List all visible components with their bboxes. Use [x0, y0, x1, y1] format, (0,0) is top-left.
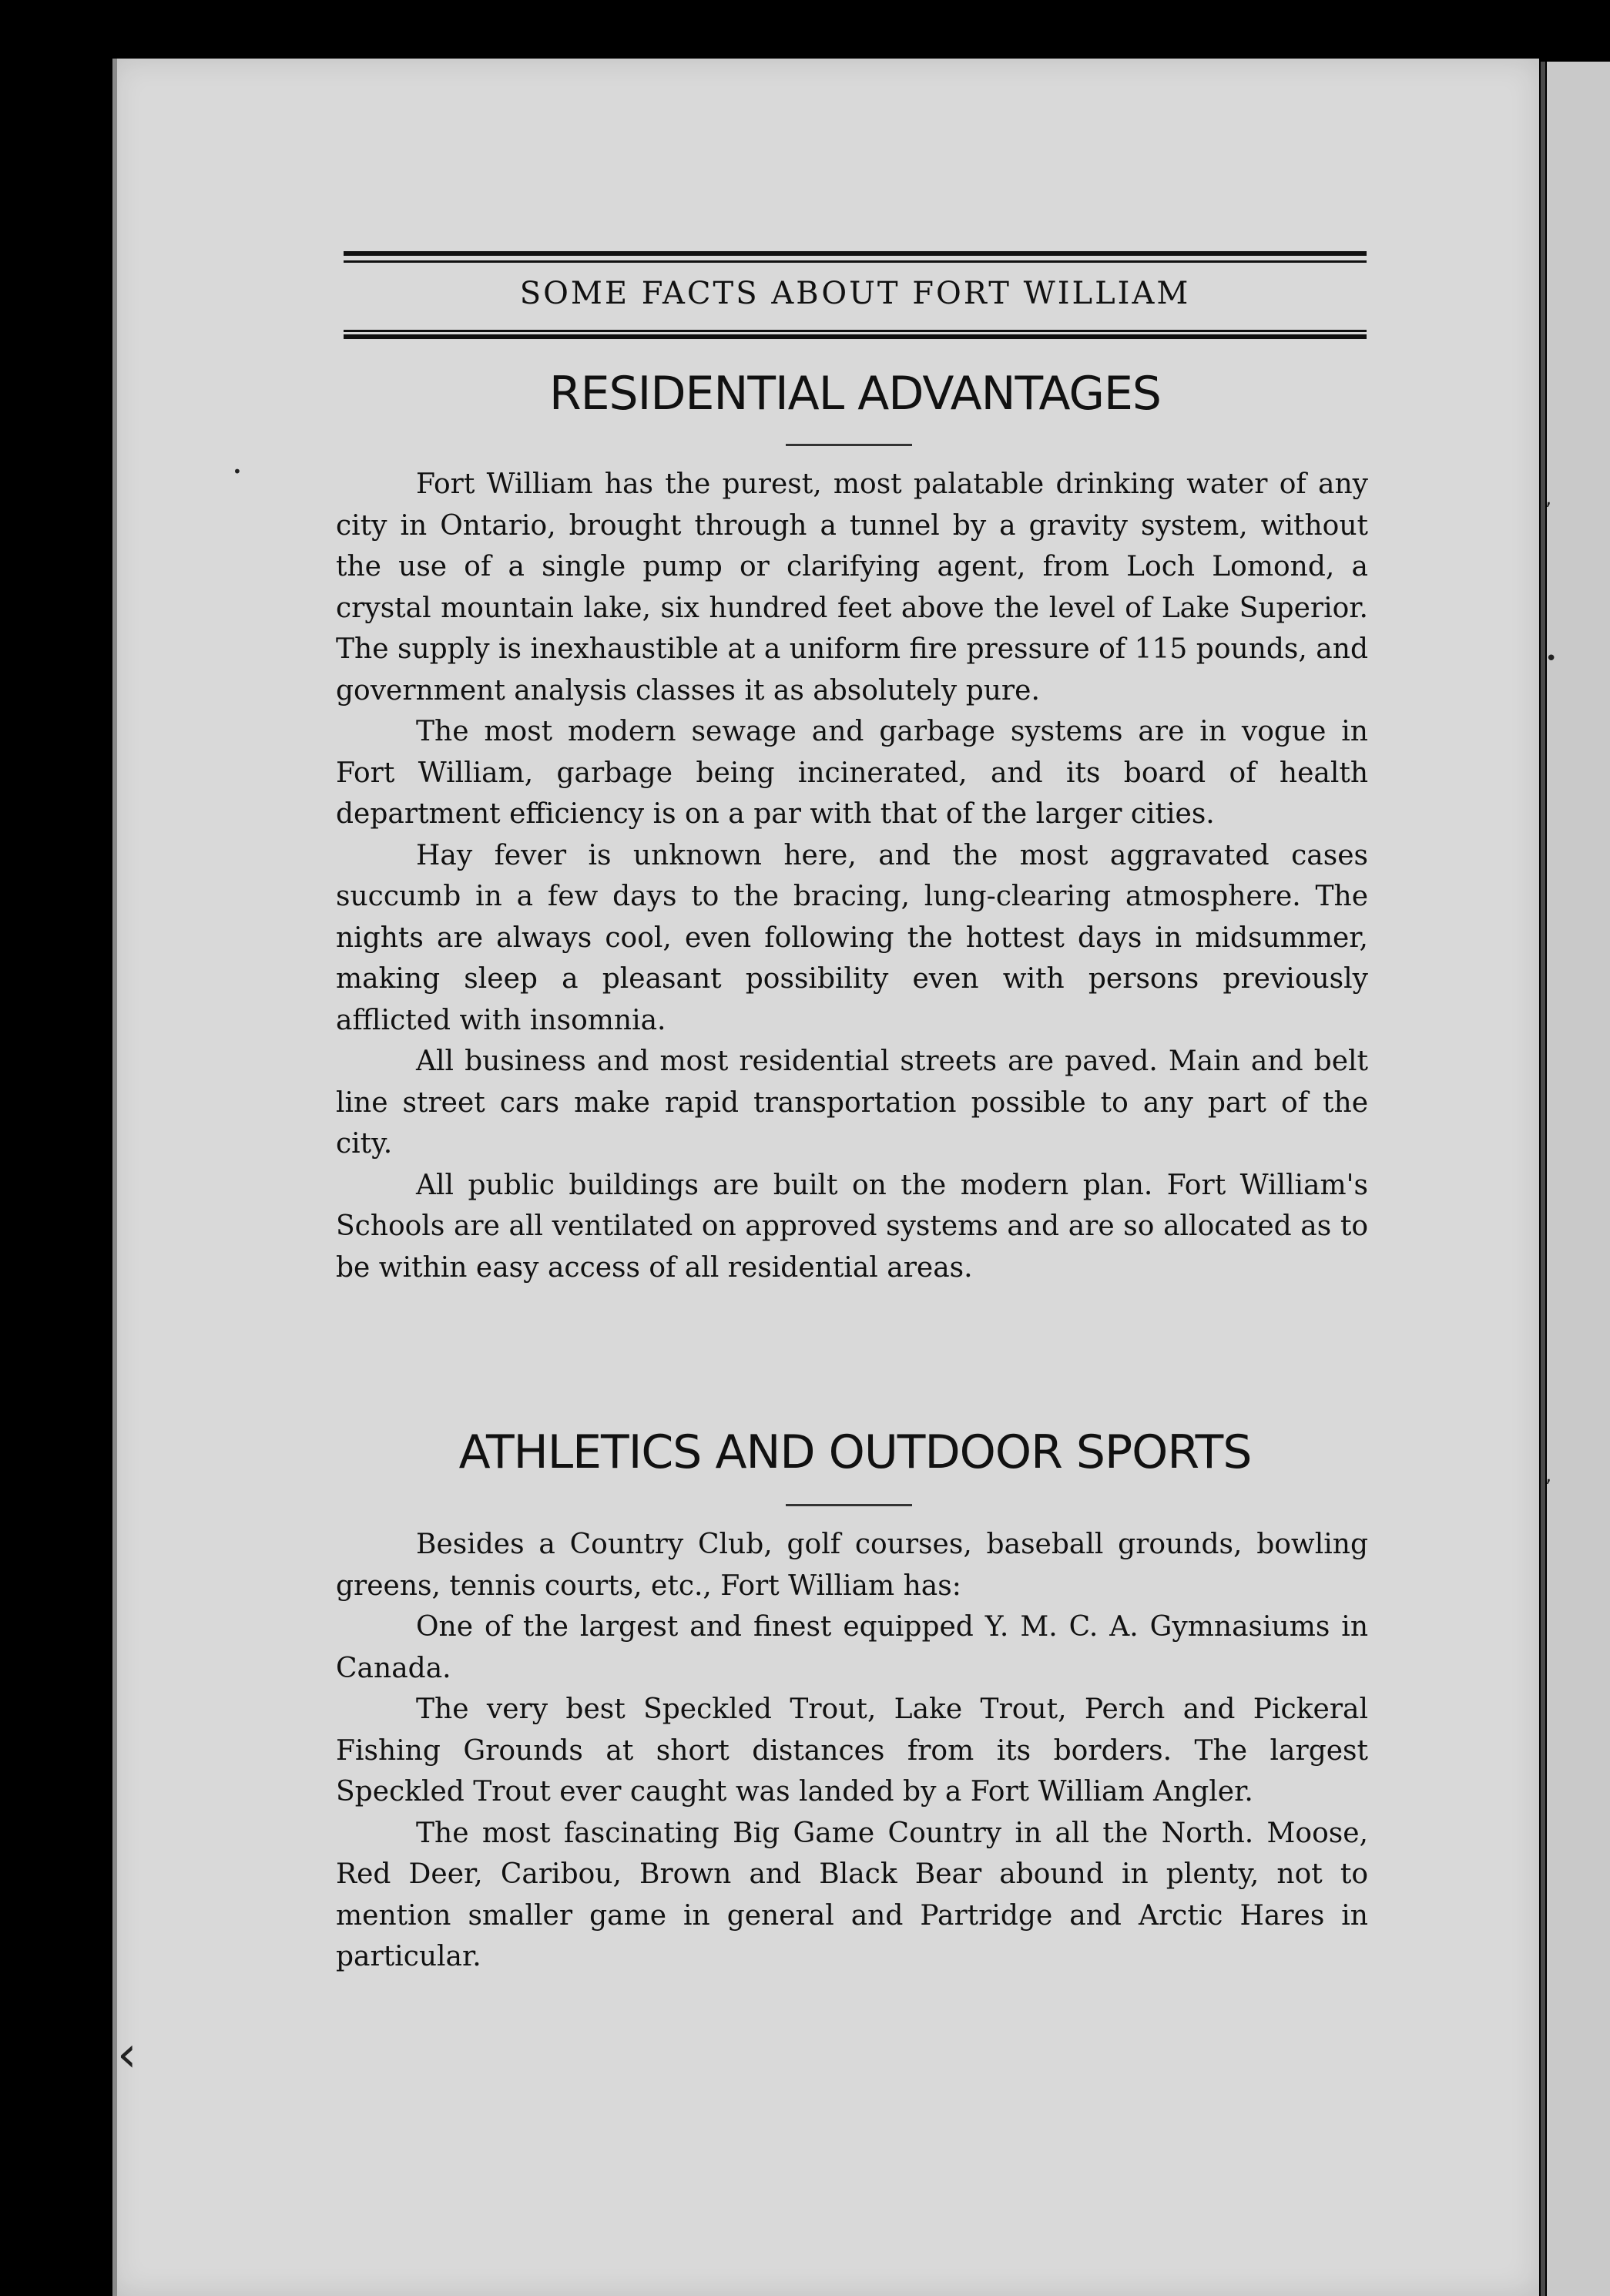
heading-divider — [786, 1504, 912, 1506]
section-body-residential — [336, 464, 1368, 1288]
paragraph: The most modern sewage and garbage systems are in vogue in Fort William, garbage being incinerated, and its board of health department efficiency is on a par with that of the larger cities. — [336, 716, 1368, 830]
running-header: SOME FACTS ABOUT FORT WILLIAM — [519, 276, 1191, 311]
header-rule-top-thick — [344, 251, 1367, 256]
page-gutter — [1541, 62, 1545, 2296]
facing-page-strip — [1547, 62, 1610, 2296]
section-heading-residential: RESIDENTIAL ADVANTAGES — [548, 367, 1162, 421]
header-rule-bottom-thin — [344, 330, 1367, 332]
scan-mark: , — [1545, 487, 1552, 510]
page-left-edge — [112, 59, 117, 2296]
scan-mark: , — [1545, 1464, 1552, 1487]
paragraph: The most fascinating Big Game Country in all the North. Moose, Red Deer, Caribou, Brown and Black Bear abound in plenty, not to mention smaller game in general and Partridge and Arctic Hares in particular. — [336, 1817, 1368, 1972]
section-heading-athletics: ATHLETICS AND OUTDOOR SPORTS — [458, 1425, 1252, 1479]
scan-mark: • — [1545, 647, 1558, 670]
header-rule-top-thin — [344, 260, 1367, 263]
scan-dot: • — [233, 462, 242, 481]
paragraph: All public buildings are built on the modern plan. Fort William's Schools are all ventilated on approved systems and are so allocated as to be within easy access of all residential areas. — [336, 1169, 1368, 1284]
heading-divider — [786, 444, 912, 446]
paragraph: Fort William has the purest, most palatable drinking water of any city in Ontario, brought through a tunnel by a gravity system, without the use of a single pump or clarifying agent, from Loch Lomond, a crystal mountain lake, six hundred feet above the level of Lake Superior. The supply is inexhaustible at a uniform fire pressure of 115 pounds, and government analysis classes it as absolutely pure. — [336, 468, 1368, 707]
paragraph: The very best Speckled Trout, Lake Trout, Perch and Pickeral Fishing Grounds at short distances from its borders. The largest Speckled Trout ever caught was landed by a Fort William Angler. — [336, 1693, 1368, 1808]
scan-mark: ‹ — [117, 2026, 137, 2083]
paragraph: Hay fever is unknown here, and the most aggravated cases succumb in a few days to the bracing, lung-clearing atmosphere. The nights are always cool, even following the hottest days in midsummer, making sleep a pleasant possibility even with persons previously afflicted with insomnia. — [336, 839, 1368, 1036]
paragraph: One of the largest and finest equipped Y. M. C. A. Gymnasiums in Canada. — [336, 1611, 1368, 1684]
paragraph: Besides a Country Club, golf courses, baseball grounds, bowling greens, tennis courts, etc., Fort William has: — [336, 1529, 1368, 1602]
section-body-athletics — [336, 1524, 1368, 1978]
header-rule-bottom-thick — [344, 334, 1367, 339]
paragraph: All business and most residential streets are paved. Main and belt line street cars make rapid transportation possible to any part of the city. — [336, 1046, 1368, 1160]
